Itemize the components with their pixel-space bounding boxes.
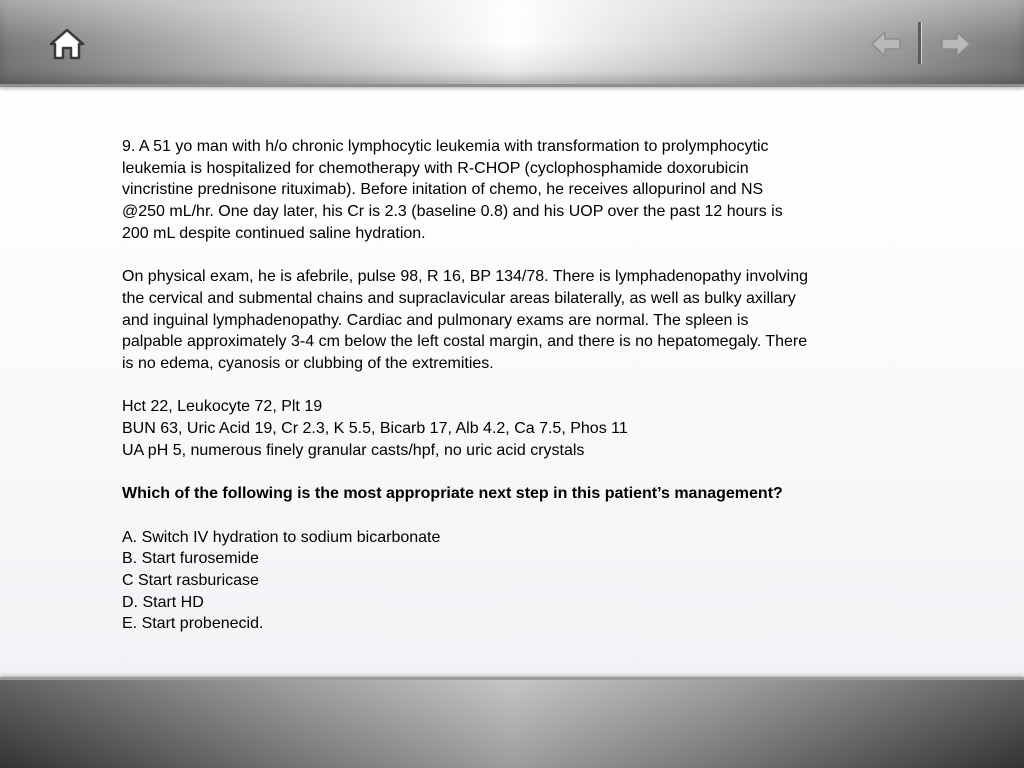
exam-line: On physical exam, he is afebrile, pulse 98, R 16, BP 134/78. There is lymphadenopathy involving	[122, 268, 809, 286]
home-button[interactable]	[49, 27, 85, 61]
exam-line: palpable approximately 3-4 cm below the left costal margin, and there is no hepatomegaly. There	[122, 333, 808, 351]
case-content	[122, 136, 912, 635]
home-icon	[49, 27, 85, 61]
spacer	[122, 375, 912, 397]
lab-line: BUN 63, Uric Acid 19, Cr 2.3, K 5.5, Bicarb 17, Alb 4.2, Ca 7.5, Phos 11	[122, 420, 628, 438]
question-text: Which of the following is the most appropriate next step in this patient’s management?	[122, 485, 783, 503]
case-stem-line: 200 mL despite continued saline hydration.	[122, 224, 426, 242]
answer-option: C Start rasburicase	[122, 572, 259, 589]
answer-option: A. Switch IV hydration to sodium bicarbonate	[122, 528, 441, 546]
lab-line: Hct 22, Leukocyte 72, Plt 19	[122, 398, 323, 416]
answer-option: E. Start probenecid.	[122, 615, 264, 633]
exam-line: is no edema, cyanosis or clubbing of the extremities.	[122, 355, 494, 373]
case-stem-line: @250 mL/hr. One day later, his Cr is 2.3 (baseline 0.8) and his UOP over the past 12 hours is	[122, 203, 783, 221]
next-slide-button[interactable]	[940, 30, 972, 58]
case-stem-line: leukemia is hospitalized for chemotherapy with R-CHOP (cyclophosphamide doxorubicin	[122, 159, 749, 177]
top-toolbar	[0, 0, 1024, 87]
spacer	[122, 462, 912, 484]
case-stem-line: 9. A 51 yo man with h/o chronic lymphocytic leukemia with transformation to prolymphocytic	[122, 138, 769, 155]
lab-line: UA pH 5, numerous finely granular casts/hpf, no uric acid crystals	[122, 441, 585, 459]
nav-divider	[918, 22, 921, 64]
answer-option: D. Start HD	[122, 593, 204, 611]
arrow-left-icon	[870, 30, 902, 58]
case-stem-line: vincristine prednisone rituximab). Before initation of chemo, he receives allopurinol and NS	[122, 181, 764, 199]
exam-line: and inguinal lymphadenopathy. Cardiac and pulmonary exams are normal. The spleen is	[122, 311, 749, 329]
bottom-toolbar	[0, 677, 1024, 768]
spacer	[122, 505, 912, 527]
slide-navigation	[870, 22, 974, 64]
previous-slide-button[interactable]	[870, 30, 902, 58]
exam-line: the cervical and submental chains and supraclavicular areas bilaterally, as well as bulky axillary	[122, 289, 796, 307]
answer-option: B. Start furosemide	[122, 550, 259, 568]
arrow-right-icon	[940, 30, 972, 58]
spacer	[122, 245, 912, 267]
